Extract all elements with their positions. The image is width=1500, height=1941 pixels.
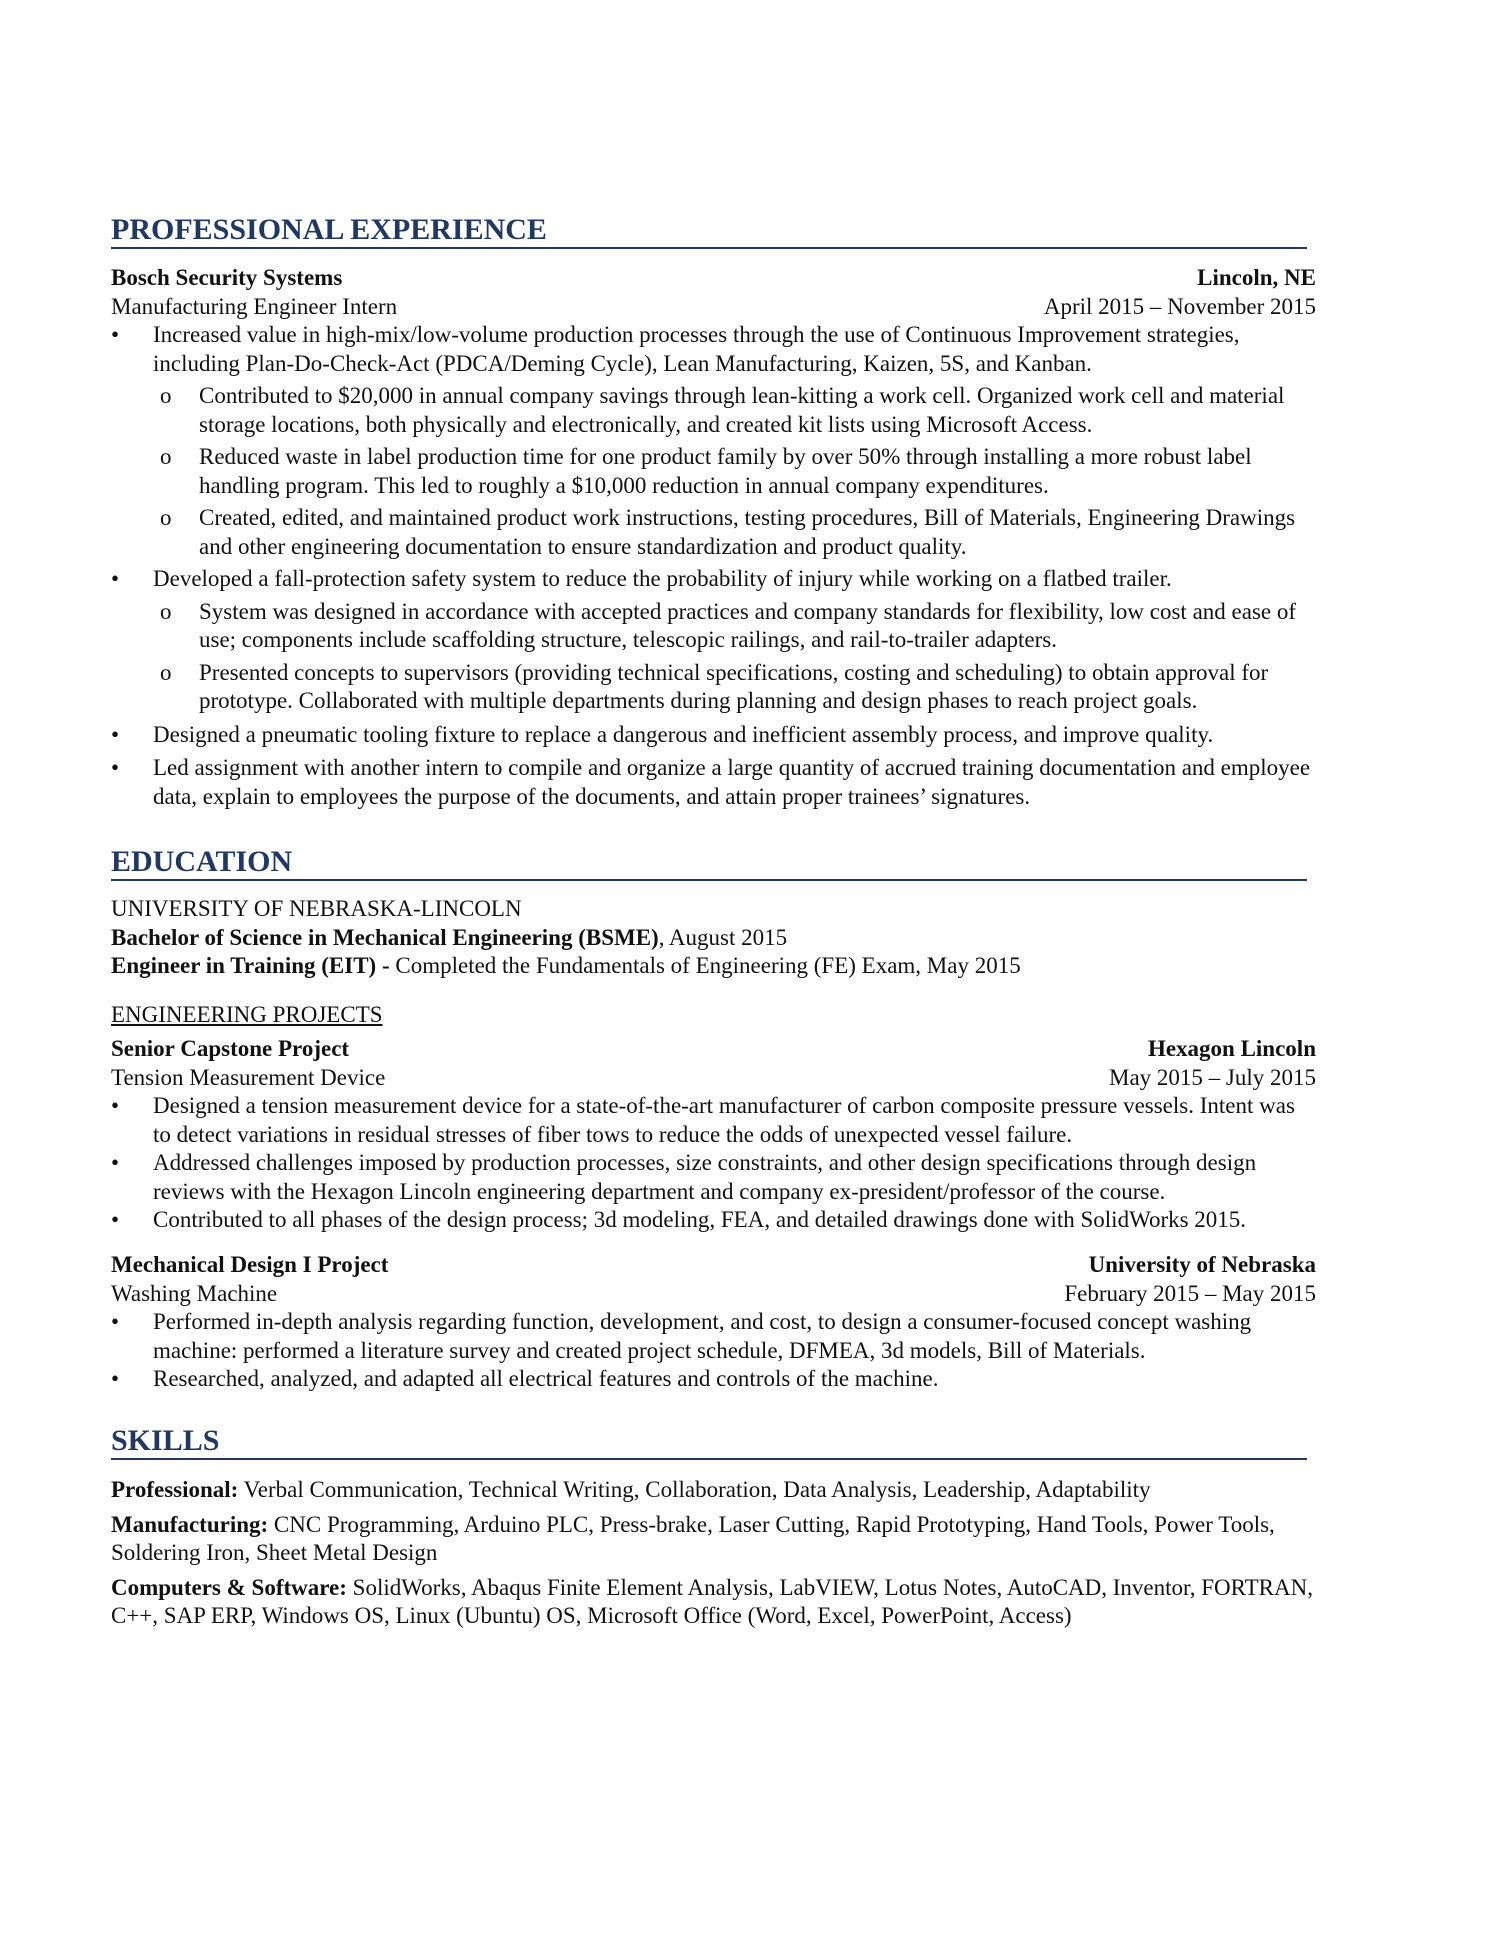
experience-bullets bbox=[111, 321, 1316, 811]
sub-bullets bbox=[153, 382, 1316, 561]
company-row bbox=[111, 264, 1316, 293]
list-item: • Contributed to all phases of the design process; 3d modeling, FEA, and detailed drawings done with SolidWorks 2015. bbox=[111, 1206, 1316, 1235]
degree-title: Bachelor of Science in Mechanical Engineering (BSME) bbox=[111, 924, 659, 950]
project-org: Hexagon Lincoln bbox=[1147, 1036, 1316, 1061]
project-entry bbox=[111, 1035, 1316, 1235]
role-row bbox=[111, 293, 1316, 322]
list-item: • Researched, analyzed, and adapted all electrical features and controls of the machine. bbox=[111, 1365, 1316, 1394]
skill-manufacturing: Manufacturing: CNC Programming, Arduino PLC, Press-brake, Laser Cutting, Rapid Prototyping, Hand Tools, Power Tools, Soldering Iron, Sheet Metal Design bbox=[111, 1511, 1275, 1565]
skills-heading: SKILLS bbox=[111, 1424, 1307, 1460]
eit-line bbox=[111, 952, 1316, 981]
project-entry bbox=[111, 1251, 1316, 1394]
list-item: o Reduced waste in label production time for one product family by over 50% through installing a more robust label handling program. This led to roughly a $10,000 reduction in annual company expenditures. bbox=[153, 443, 1316, 500]
experience-heading: PROFESSIONAL EXPERIENCE bbox=[111, 213, 1307, 249]
project-dates: May 2015 – July 2015 bbox=[1109, 1064, 1316, 1090]
list-item: • Developed a fall-protection safety system to reduce the probability of injury while working on a flatbed trailer. o System was designed in accordance with accepted practices and company standards for flexibility, low cost and ease of use; components include scaffolding structure, telescopic railings, and rail-to-trailer adapters. o Presented concepts to supervisors (providing technical specifications, costing and scheduling) to obtain approval for prototype. Collaborated with multiple departments during planning and design phases to reach project goals. bbox=[111, 565, 1316, 716]
project-dates: February 2015 – May 2015 bbox=[1064, 1280, 1316, 1306]
degree-date: , August 2015 bbox=[658, 924, 788, 950]
project-bullets bbox=[111, 1308, 1316, 1394]
project-title: Senior Capstone Project bbox=[111, 1036, 350, 1061]
project-subtitle-row bbox=[111, 1280, 1316, 1309]
project-title-row bbox=[111, 1035, 1316, 1064]
skills-list bbox=[111, 1476, 1316, 1637]
project-org: University of Nebraska bbox=[1088, 1252, 1316, 1277]
list-item: o Created, edited, and maintained product work instructions, testing procedures, Bill of Materials, Engineering Drawings and other engineering documentation to ensure standardization and product quality. bbox=[153, 504, 1316, 561]
eit-detail: Completed the Fundamentals of Engineering (FE) Exam, May 2015 bbox=[389, 953, 1021, 978]
skill-professional: Professional: Verbal Communication, Technical Writing, Collaboration, Data Analysis, Leadership, Adaptability bbox=[111, 1477, 1151, 1502]
list-item: o System was designed in accordance with accepted practices and company standards for flexibility, low cost and ease of use; components include scaffolding structure, telescopic railings, and rail-to-trailer adapters. bbox=[153, 598, 1316, 655]
list-item: • Designed a tension measurement device for a state-of-the-art manufacturer of carbon composite pressure vessels. Intent was to detect variations in residual stresses of fiber tows to reduce the odds of unexpected vessel failure. bbox=[111, 1092, 1316, 1149]
list-item: • Designed a pneumatic tooling fixture to replace a dangerous and inefficient assembly process, and improve quality. bbox=[111, 721, 1316, 750]
eit-title: Engineer in Training (EIT) - bbox=[111, 953, 390, 978]
job-title: Manufacturing Engineer Intern bbox=[111, 293, 398, 319]
projects-section bbox=[111, 1001, 1316, 1030]
list-item: • Led assignment with another intern to compile and organize a large quantity of accrued training documentation and employee data, explain to employees the purpose of the documents, and attain proper trainees’ signatures. bbox=[111, 754, 1316, 811]
list-item: o Contributed to $20,000 in annual company savings through lean-kitting a work cell. Organized work cell and material storage locations, both physically and electronically, and created kit lists using Microsoft Access. bbox=[153, 382, 1316, 439]
degree-line bbox=[111, 924, 1316, 953]
list-item: • Performed in-depth analysis regarding function, development, and cost, to design a consumer-focused concept washing machine: performed a literature survey and created project schedule, DFMEA, 3d models, Bill of Materials. bbox=[111, 1308, 1316, 1365]
resume-page bbox=[111, 0, 1316, 1941]
project-title: Mechanical Design I Project bbox=[111, 1252, 389, 1277]
list-item: • Increased value in high-mix/low-volume production processes through the use of Continuous Improvement strategies, including Plan-Do-Check-Act (PDCA/Deming Cycle), Lean Manufacturing, Kaizen, 5S, and Kanban. o Contributed to $20,000 in annual company savings through lean-kitting a work cell. Organized work cell and material storage locations, both physically and electronically, and created kit lists using Microsoft Access. o Reduced waste in label production time for one product family by over 50% through installing a more robust label handling program. This led to roughly a $10,000 reduction in annual company expenditures. o Created, edited, and maintained product work instructions, testing procedures, Bill of Materials, Engineering Drawings and other engineering documentation to ensure standardization and product quality. bbox=[111, 321, 1316, 561]
project-subtitle-row bbox=[111, 1064, 1316, 1093]
company-name: Bosch Security Systems bbox=[111, 265, 343, 290]
job-dates: April 2015 – November 2015 bbox=[1043, 293, 1316, 319]
project-subtitle: Washing Machine bbox=[111, 1280, 278, 1306]
skill-computers-software: Computers & Software: SolidWorks, Abaqus Finite Element Analysis, LabVIEW, Lotus Notes, AutoCAD, Inventor, FORTRAN, C++, SAP ERP, Windows OS, Linux (Ubuntu) OS, Microsoft Office (Word, Excel, PowerPoint, Access) bbox=[111, 1574, 1313, 1628]
school-name: UNIVERSITY OF NEBRASKA-LINCOLN bbox=[111, 896, 522, 921]
projects-heading: ENGINEERING PROJECTS bbox=[111, 1002, 383, 1027]
company-location: Lincoln, NE bbox=[1197, 265, 1316, 290]
sub-bullets bbox=[153, 598, 1316, 716]
project-subtitle: Tension Measurement Device bbox=[111, 1064, 386, 1090]
list-item: o Presented concepts to supervisors (providing technical specifications, costing and scheduling) to obtain approval for prototype. Collaborated with multiple departments during planning and design phases to reach project goals. bbox=[153, 659, 1316, 716]
list-item: • Addressed challenges imposed by production processes, size constraints, and other design specifications through design reviews with the Hexagon Lincoln engineering department and company ex-president/professor of the course. bbox=[111, 1149, 1316, 1206]
experience-entry bbox=[111, 264, 1316, 811]
education-entry bbox=[111, 895, 1316, 981]
education-heading: EDUCATION bbox=[111, 845, 1307, 881]
project-title-row bbox=[111, 1251, 1316, 1280]
project-bullets bbox=[111, 1092, 1316, 1235]
